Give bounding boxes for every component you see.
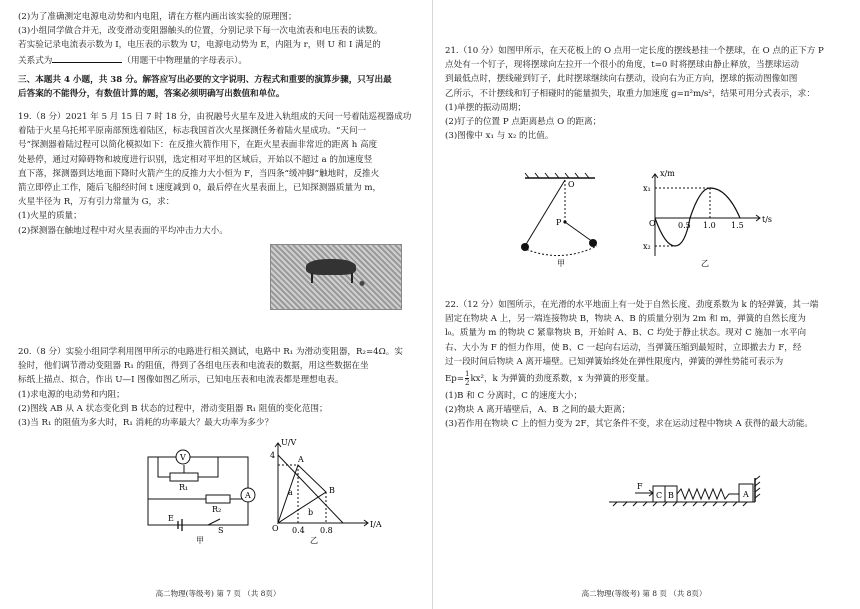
resistor-r2 <box>206 495 230 503</box>
pendulum-string-right <box>565 222 593 242</box>
swing-arc <box>523 246 597 256</box>
section-3-line: 三、本题共 4 小题，共 38 分。解答应写出必要的文字说明、方程式和重要的演算步骤，只写出最 <box>18 75 392 85</box>
circuit-diagram <box>148 450 255 531</box>
lander-leg <box>311 273 313 283</box>
q22-sub3: (3)若作用在物块 C 上的恒力变为 2F，其它条件不变，求在运动过程中物块 A 获得的最大动能。 <box>445 419 814 430</box>
caption-jia: 甲 <box>557 259 565 268</box>
graph-x-label: I/A <box>370 520 382 529</box>
point-p: P <box>556 218 562 227</box>
graph-x-label: t/s <box>762 215 773 224</box>
q22-line: l₀。质量为 m 的物块 C 紧靠物块 B，开始时 A、B、C 均处于静止状态。现对 C 施加一水平向 <box>445 328 807 339</box>
q22-line: 过一段时间后物块 A 离开墙壁。已知弹簧始终处在弹性限度内，弹簧的弹性势能可表示为 <box>445 356 784 367</box>
t-tick: 1.0 <box>703 221 716 230</box>
fraction-numerator: 1 <box>464 370 470 379</box>
oscillation-graph <box>652 174 760 256</box>
triangle-path <box>278 465 326 523</box>
q21-line: 点处有一个钉子，现将摆球向左拉开一个很小的角度，t=0 时将摆球由静止释放，当摆球运动 <box>445 60 800 71</box>
q21-sub1: (1)单摆的振动周期； <box>445 102 526 113</box>
resistor-r1 <box>170 473 198 481</box>
spring <box>677 489 739 499</box>
q20 <box>18 345 418 430</box>
q20-line: 验时，他们调节滑动变阻器 R₁ 的阻值，得到了各组电压表和电流表的数据，用这些数据在坐 <box>18 361 369 372</box>
energy-formula-lhs: Ep= <box>445 374 464 385</box>
point-o: O <box>568 180 575 189</box>
spring-block-diagram <box>609 476 760 506</box>
caption-yi: 乙 <box>310 536 318 545</box>
q19-line: 箭立即停止工作，随后飞船经时间 t 速度减到 0，最后停在火星表面上，已知探测器质量为 m， <box>18 183 382 194</box>
r2-label: R₂ <box>212 505 222 514</box>
q18-line: (2)为了准确测定电源电动势和内电阻，请在方框内画出该实验的原理图； <box>18 12 297 22</box>
q18-relation-label: 关系式为 <box>18 55 53 66</box>
q22-sub1: (1)B 和 C 分离时，C 的速度大小； <box>445 391 583 402</box>
energy-formula-rhs: kx²，k 为弹簧的劲度系数，x 为弹簧的形变量。 <box>470 374 655 385</box>
graph-y-label: x/m <box>660 169 675 178</box>
q22-line <box>445 369 843 389</box>
caption-yi: 乙 <box>701 259 709 268</box>
q18-tail <box>18 10 418 68</box>
q21 <box>445 44 843 143</box>
q18-line: 若实验记录电流表示数为 I，电压表的示数为 U，电源电动势为 E，内阻为 r，则 U 和 I 满足的 <box>18 40 381 51</box>
q22 <box>445 298 843 432</box>
ui-graph <box>275 443 368 526</box>
switch-label: S <box>218 526 224 535</box>
q21-line: 到最低点时，摆线碰到钉子，此时摆球继续向右摆动，设向右为正方向，摆球的振动图像如图 <box>445 74 798 85</box>
section-3-line: 后答案的不能得分，有数值计算的题，答案必须明确写出数值和单位。 <box>18 89 285 100</box>
q19-line: 处悬停，通过对障碍物和坡度进行识别，选定相对平坦的区域后，开始以不超过 a 的加速度竖 <box>18 154 373 165</box>
q21-line: 21.（10 分）如图甲所示，在天花板上的 O 点用一定长度的摆线悬挂一个摆球，在 O 点的正下方 P <box>445 46 824 56</box>
fraction-denominator: 2 <box>464 379 470 388</box>
q22-sub2: (2)物块 A 离开墙壁后，A、B 之间的最大距离； <box>445 405 631 416</box>
q19-line: 着陆于火星乌托邦平原南部预选着陆区，标志我国首次火星探测任务着陆火星成功。“天问一 <box>18 126 367 137</box>
q22-line: 固定在物块 A 上，另一端连接物块 B，物块 A、B 的质量分别为 2m 和 m，弹簧的自然长度为 <box>445 314 806 325</box>
page-spine <box>432 0 433 609</box>
section-3-heading <box>18 73 418 101</box>
emf-label: E <box>168 514 174 523</box>
q21-line: 乙所示，不计摆线和钉子相碰时的能量损失，取重力加速度 g=π²m/s²，结果可用分式表示，求： <box>445 88 815 99</box>
q21-sub3: (3)图像中 x₁ 与 x₂ 的比值。 <box>445 131 554 142</box>
left-page <box>18 0 418 609</box>
q22-line: 右、大小为 F 的恒力作用，使 B、C 一起向右运动，当弹簧压缩到最短时，立即撤去力 F，经 <box>445 342 802 353</box>
q19 <box>18 110 418 238</box>
force-label: F <box>637 482 643 491</box>
pendulum-bob <box>521 243 529 251</box>
pendulum-string-left <box>525 180 565 246</box>
lander-leg <box>351 273 353 283</box>
q20-sub1: (1)求电源的电动势和内阻； <box>18 389 125 400</box>
q20-sub3: (3)当 R₁ 的阻值为多大时，R₁ 消耗的功率最大？最大功率为多少？ <box>18 418 274 429</box>
q20-figures <box>138 435 408 545</box>
graph-x-tick: 0.4 <box>292 526 305 535</box>
x2-label: x₂ <box>643 242 651 251</box>
q18-line <box>18 53 418 68</box>
lander-photo <box>270 244 402 310</box>
caption-jia: 甲 <box>196 536 204 545</box>
line-a-label: a <box>288 488 293 497</box>
q20-sub2: (2)图线 AB 从 A 状态变化到 B 状态的过程中，滑动变阻器 R₁ 阻值的变化范围； <box>18 403 328 414</box>
point-b: B <box>329 486 335 495</box>
graph-y-tick: 4 <box>270 451 276 460</box>
q19-line: 号”探测器着陆过程可以简化模拟如下：在反推火箭作用下，在距火星表面非常近的距离 h 高度 <box>18 140 378 151</box>
graph-y-label: U/V <box>281 438 297 447</box>
q22-figure <box>605 472 765 512</box>
graph-x-tick: 0.8 <box>320 526 333 535</box>
t-tick: 0.5 <box>678 221 691 230</box>
r1-label: R₁ <box>179 483 189 492</box>
block-a-label: A <box>743 490 749 499</box>
t-tick: 1.5 <box>731 221 744 230</box>
q19-line: 直下落，探测器到达地面下降时火箭产生的反推力大小恒为 F，当四条“缓冲脚”触地时，反推火 <box>18 168 380 179</box>
q22-line: 22.（12 分）如图所示，在光滑的水平地面上有一处于自然长度、劲度系数为 k 的轻弹簧，其一端 <box>445 300 819 310</box>
q18-line: (3)小组同学做合并无，改变滑动变阻器触头的位置，分别记录下每一次电流表和电压表的读数。 <box>18 26 383 37</box>
q20-line: 标纸上描点、拟合，作出 U—I 图像如图乙所示，已知电压表和电流表都是理想电表。 <box>18 375 344 386</box>
voltmeter-label: V <box>180 453 186 462</box>
pendulum-diagram <box>523 173 597 256</box>
switch-symbol <box>208 519 220 525</box>
q21-sub2: (2)钉子的位置 P 点距离悬点 O 的距离； <box>445 117 602 128</box>
q19-sub2: (2)探测器在触地过程中对火星表面的平均冲击力大小。 <box>18 225 228 236</box>
fraction-half <box>465 370 469 387</box>
right-page <box>445 0 843 609</box>
q19-sub1: (1)火星的质量； <box>18 211 82 222</box>
graph-origin: O <box>649 219 656 228</box>
answer-blank <box>52 53 122 63</box>
block-b-label: B <box>668 491 674 500</box>
graph-origin: O <box>272 524 279 533</box>
q19-line: 19.（8 分）2021 年 5 月 15 日 7 时 18 分，由祝融号火星车及进入轨组成的天问一号着陆巡视器成功 <box>18 112 412 122</box>
page-footer-right: 高二物理(等级考) 第 8 页 （共 8页） <box>581 588 707 598</box>
lander-shape <box>306 259 356 275</box>
q18-relation-hint: （用题干中物理量的字母表示）。 <box>122 55 247 66</box>
page-footer-left: 高二物理(等级考) 第 7 页 （共 8页） <box>155 588 281 598</box>
ammeter-label: A <box>245 491 251 500</box>
q20-line: 20.（8 分）实验小组同学利用图甲所示的电路进行相关测试，电路中 R₁ 为滑动变阻器，R₂=4Ω。实 <box>18 347 403 357</box>
pendulum-bob <box>589 239 597 247</box>
displacement-curve <box>655 188 740 246</box>
block-c-label: C <box>656 491 663 500</box>
x1-label: x₁ <box>643 184 651 193</box>
point-a: A <box>298 455 304 464</box>
q21-figures <box>505 168 795 268</box>
q19-line: 火星半径为 R，万有引力常量为 G，求： <box>18 197 175 208</box>
nail-point <box>563 220 566 223</box>
line-b-label: b <box>308 508 314 517</box>
